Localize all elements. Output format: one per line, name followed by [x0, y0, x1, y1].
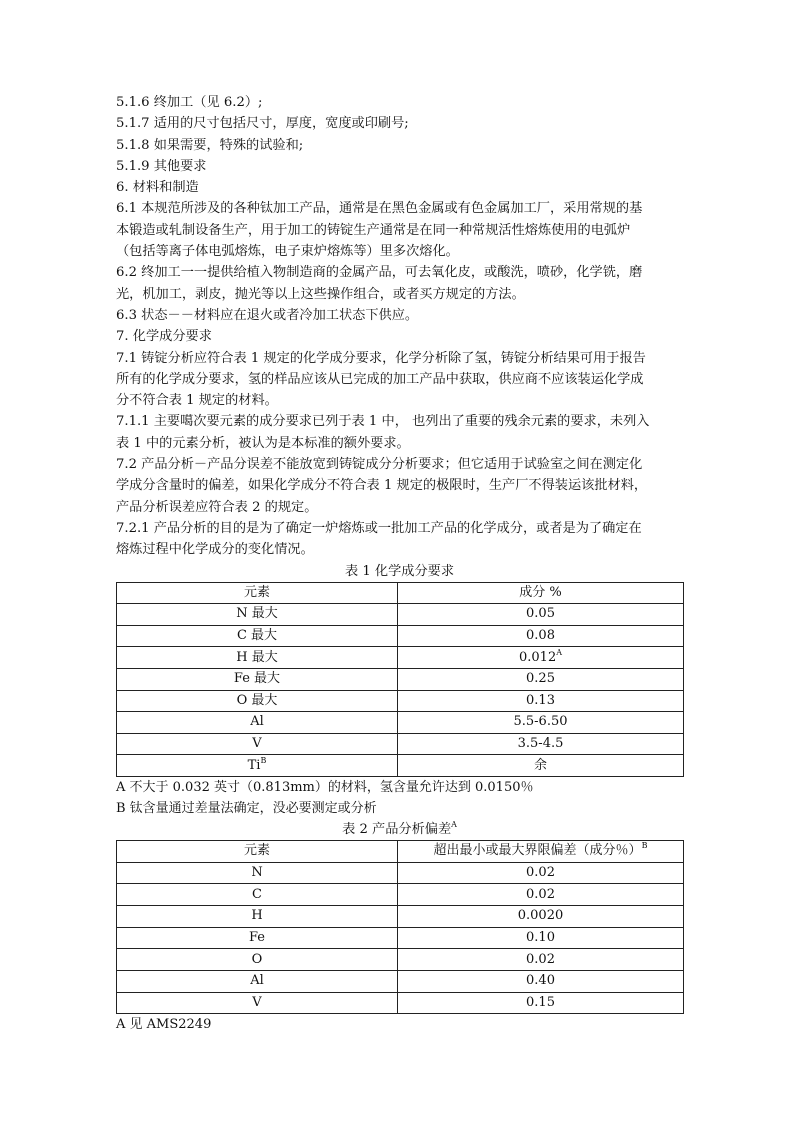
text-line: 所有的化学成分要求，氢的样品应该从已完成的加工产品中获取，供应商不应该装运化学成 — [116, 371, 644, 387]
text-line: 7.2.1 产品分析的目的是为了确定一炉熔炼或一批加工产品的化学成分，或者是为了确定在 — [116, 520, 642, 536]
element-cell: O — [117, 949, 398, 971]
text-line: 6.3 状态－－材料应在退火或者冷加工状态下供应。 — [116, 307, 419, 323]
element-cell: V — [117, 733, 398, 755]
column-header-tolerance — [398, 840, 684, 862]
value-text: 0.012 — [519, 649, 557, 665]
text-line: 7.1.1 主要噶次要元素的成分要求已列于表 1 中， 也列出了重要的残余元素的要求，未列入 — [116, 414, 650, 430]
table-row — [117, 862, 684, 884]
value-cell: 0.25 — [398, 668, 684, 690]
caption-text: 表 2 产品分析偏差 — [342, 821, 452, 837]
value-cell: 3.5-4.5 — [398, 733, 684, 755]
text-line: 7.2 产品分析－产品分误差不能放宽到铸锭成分分析要求；但它适用于试验室之间在测定化 — [116, 457, 643, 473]
text-line: 光，机加工，剥皮，抛光等以上这些操作组合，或者买方规定的方法。 — [116, 286, 525, 302]
column-header-element: 元素 — [117, 840, 398, 862]
value-cell: 0.05 — [398, 604, 684, 626]
table2-caption — [116, 820, 683, 840]
element-cell: Fe 最大 — [117, 668, 398, 690]
text-line: 5.1.9 其他要求 — [116, 158, 207, 174]
element-cell: O 最大 — [117, 690, 398, 712]
value-cell: 0.02 — [398, 949, 684, 971]
element-cell: H — [117, 905, 398, 927]
table-row — [117, 733, 684, 755]
table-row — [117, 905, 684, 927]
element-cell: Al — [117, 971, 398, 993]
element-cell: Al — [117, 712, 398, 734]
value-cell: 0.10 — [398, 927, 684, 949]
value-cell: 0.08 — [398, 625, 684, 647]
text-line: 5.1.7 适用的尺寸包括尺寸，厚度，宽度或印刷号; — [116, 116, 409, 132]
table1-footnote-a: A 不大于 0.032 英寸（0.813mm）的材料，氢含量允许达到 0.0150％ — [116, 779, 534, 795]
header-text: 超出最小或最大界限偏差（成分％） — [433, 843, 642, 859]
table-row — [117, 712, 684, 734]
footnote-marker: B — [260, 755, 267, 765]
text-line: 产品分析误差应符合表 2 的规定。 — [116, 499, 318, 515]
element-cell — [117, 755, 398, 777]
table-header-row — [117, 582, 684, 604]
text-line: 表 1 中的元素分析，被认为是本标准的额外要求。 — [116, 435, 410, 451]
section-heading: 6. 材料和制造 — [116, 180, 199, 196]
value-cell: 0.40 — [398, 971, 684, 993]
element-cell: C — [117, 884, 398, 906]
section-heading: 7. 化学成分要求 — [116, 329, 212, 345]
table-row — [117, 625, 684, 647]
text-line: 分不符合表 1 规定的材料。 — [116, 393, 278, 409]
element-cell: N — [117, 862, 398, 884]
table-row — [117, 927, 684, 949]
value-cell: 5.5-6.50 — [398, 712, 684, 734]
body-text — [116, 92, 683, 561]
table-header-row — [117, 840, 684, 862]
text-line: 6.1 本规范所涉及的各种钛加工产品，通常是在黑色金属或有色金属加工厂，采用常规的基 — [116, 201, 643, 217]
text-line: 熔炼过程中化学成分的变化情况。 — [116, 542, 314, 558]
text-line: 学成分含量时的偏差，如果化学成分不符合表 1 规定的极限时，生产厂不得装运该批材料， — [116, 478, 648, 494]
table1-chemical-composition — [116, 582, 684, 777]
table-row — [117, 971, 684, 993]
footnote-marker: A — [451, 819, 457, 829]
element-cell: Fe — [117, 927, 398, 949]
value-cell: 0.15 — [398, 992, 684, 1014]
document-content — [116, 92, 683, 1035]
column-header-element: 元素 — [117, 582, 398, 604]
text-line: 5.1.8 如果需要，特殊的试验和; — [116, 137, 304, 153]
table-row — [117, 884, 684, 906]
text-line: 5.1.6 终加工（见 6.2）; — [116, 95, 263, 110]
value-cell: 0.02 — [398, 884, 684, 906]
table-row — [117, 690, 684, 712]
element-cell: V — [117, 992, 398, 1014]
element-cell: N 最大 — [117, 604, 398, 626]
table2-footnote-a: A 见 AMS2249 — [116, 1017, 212, 1033]
table-row — [117, 949, 684, 971]
footnote-marker: A — [556, 647, 562, 657]
text-line: 6.2 终加工一一提供给植入物制造商的金属产品，可去氧化皮，或酸洗，喷砂，化学铣，磨 — [116, 265, 643, 281]
text-line: 本锻造或轧制设备生产，用于加工的铸锭生产通常是在同一种常规活性熔炼使用的电弧炉 — [116, 222, 631, 238]
table1-caption: 表 1 化学成分要求 — [344, 563, 455, 579]
value-cell: 0.02 — [398, 862, 684, 884]
table2-product-analysis-tolerance — [116, 840, 684, 1015]
table-row — [117, 647, 684, 669]
value-cell: 余 — [398, 755, 684, 777]
value-cell — [398, 647, 684, 669]
element-text: Ti — [247, 757, 261, 773]
table-row — [117, 992, 684, 1014]
table-row — [117, 755, 684, 777]
footnote-marker: B — [641, 841, 648, 851]
table1-footnote-b: B 钛含量通过差量法确定，没必要测定或分析 — [116, 800, 377, 816]
table-row — [117, 668, 684, 690]
value-cell: 0.0020 — [398, 905, 684, 927]
text-line: 7.1 铸锭分析应符合表 1 规定的化学成分要求，化学分析除了氢，铸锭分析结果可用于报告 — [116, 350, 646, 366]
element-cell: C 最大 — [117, 625, 398, 647]
text-line: （包括等离子体电弧熔炼，电子束炉熔炼等）里多次熔化。 — [116, 244, 459, 260]
element-cell: H 最大 — [117, 647, 398, 669]
column-header-composition: 成分 % — [398, 582, 684, 604]
table-row — [117, 604, 684, 626]
value-cell: 0.13 — [398, 690, 684, 712]
